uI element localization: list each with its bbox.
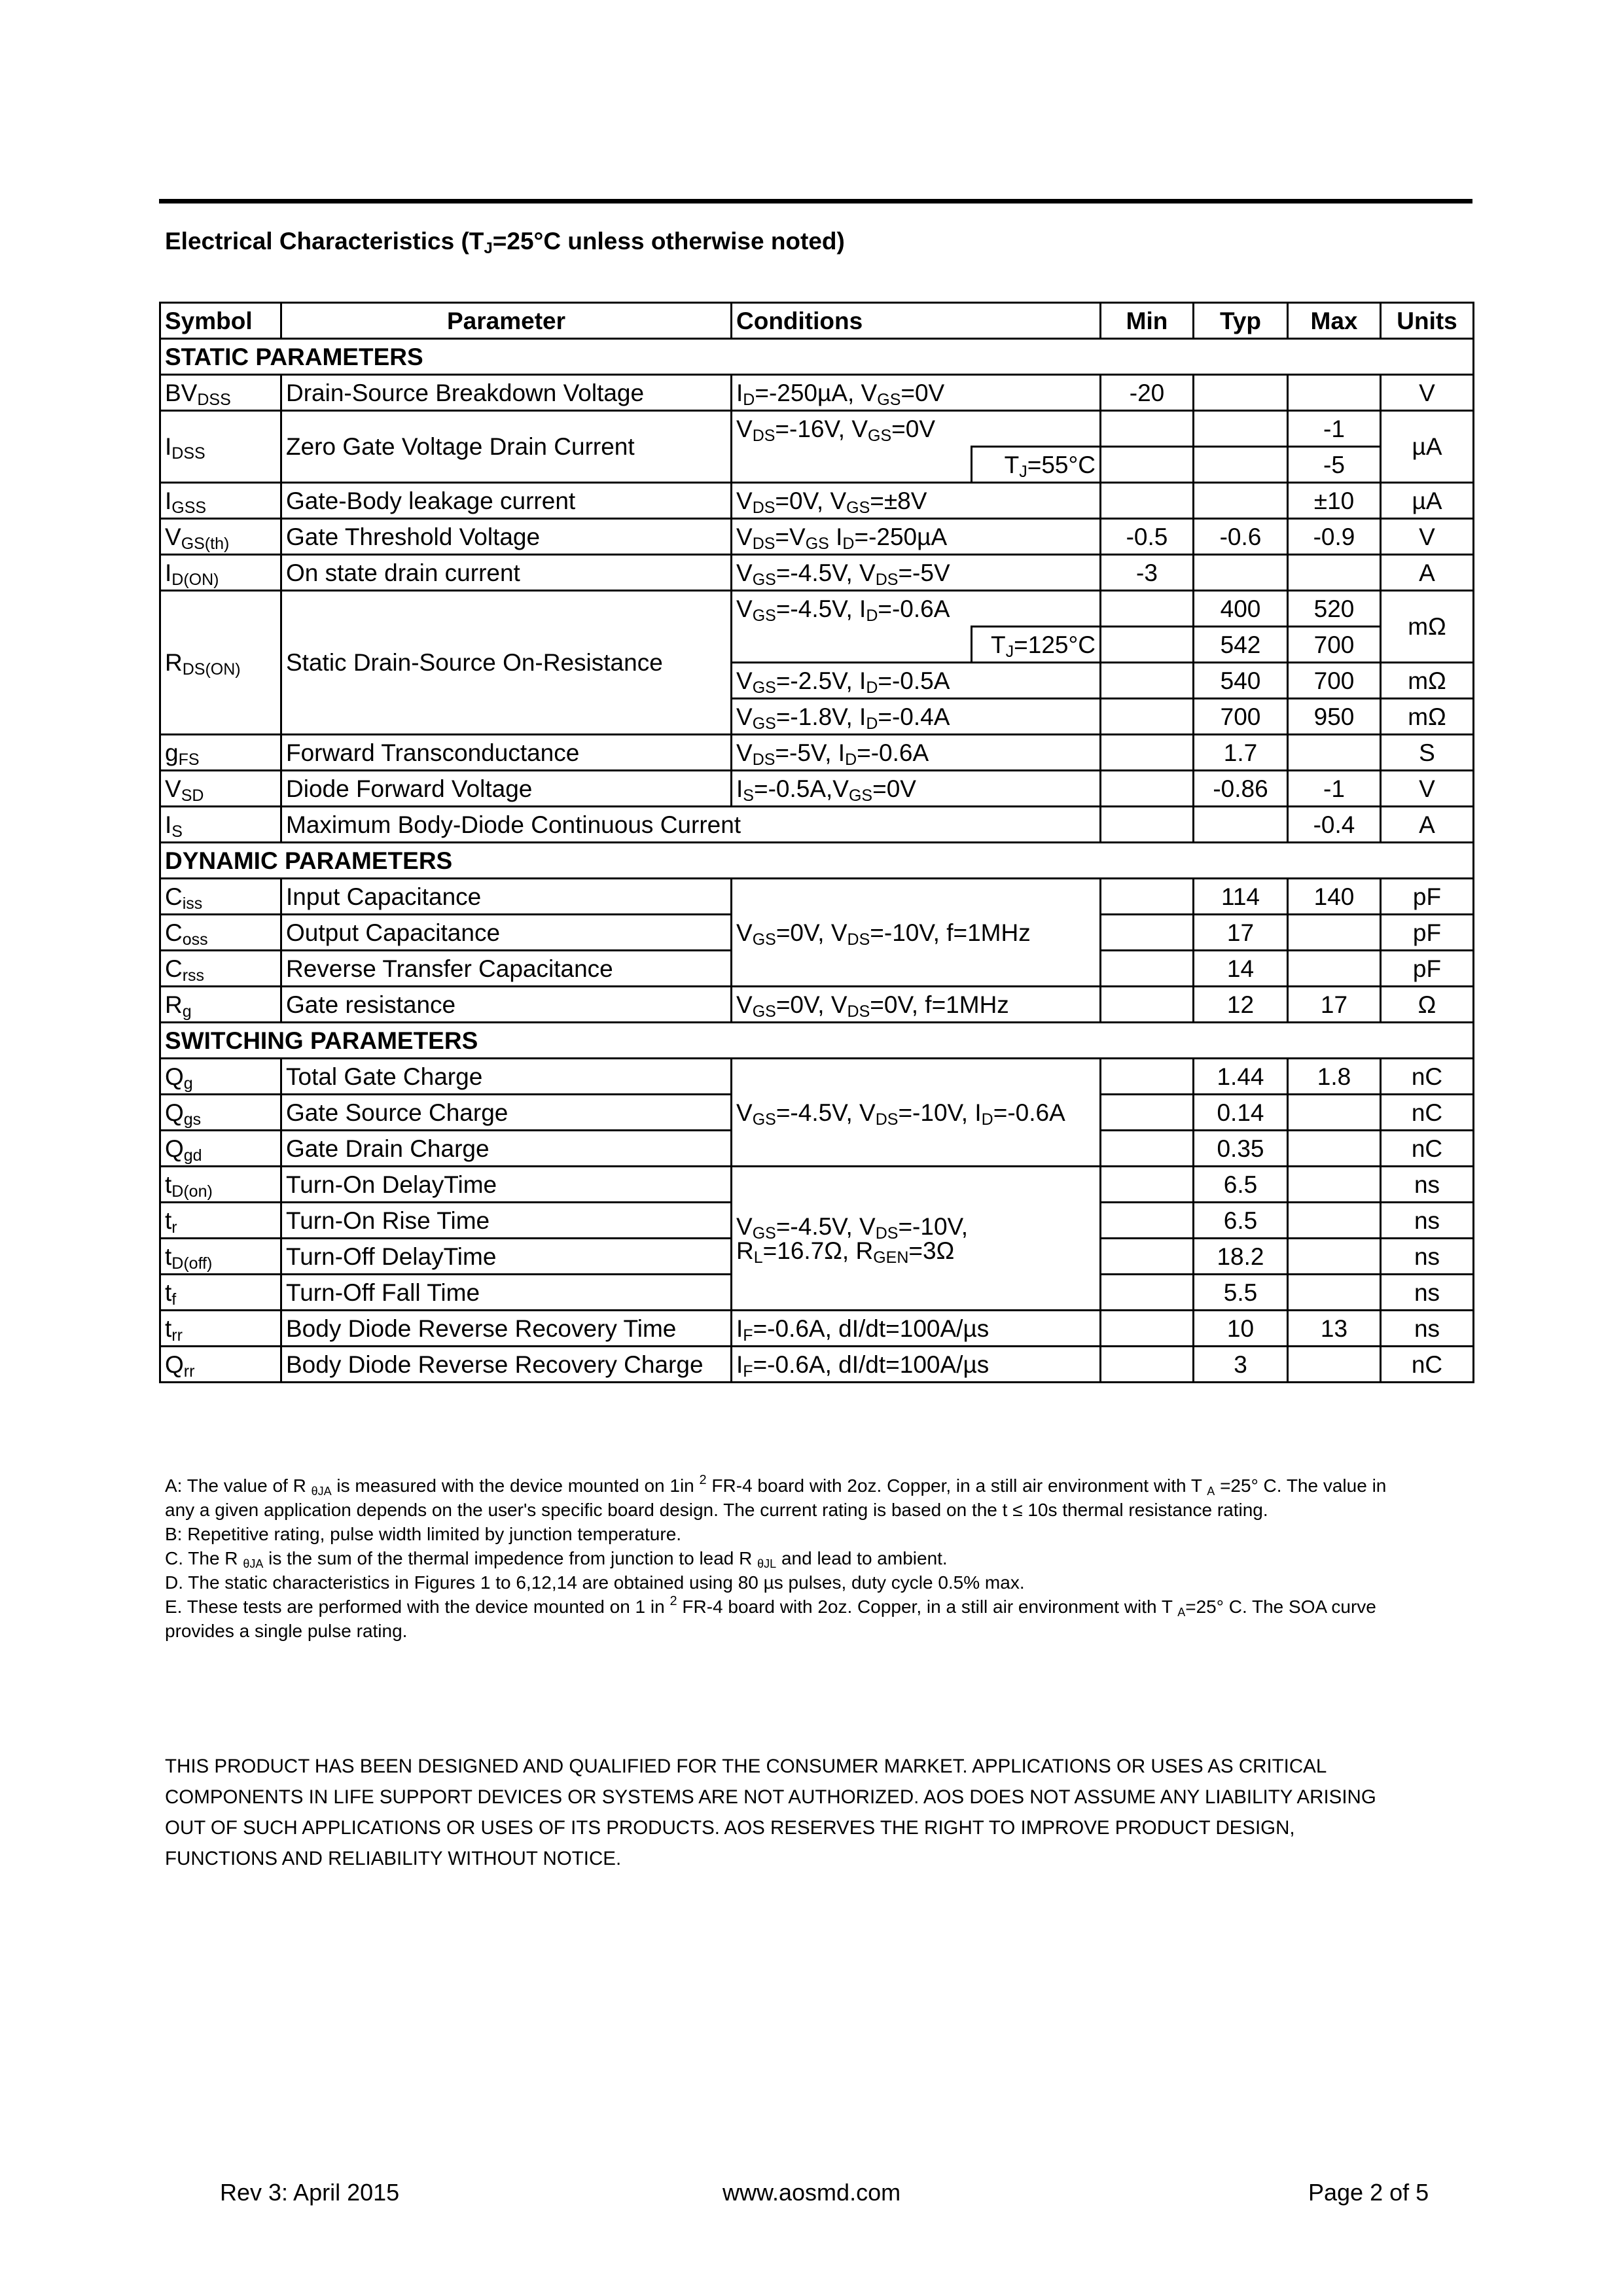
table-row [160, 735, 1474, 771]
symbol-cell: $Q_{gs}$ [160, 1095, 281, 1131]
units-cell: Ω [1381, 987, 1474, 1023]
units-cell: ns [1381, 1239, 1474, 1275]
units-cell: A [1381, 555, 1474, 591]
subscript: g [183, 1074, 193, 1093]
typ-cell: 18.2 [1194, 1239, 1288, 1275]
table-row [160, 1311, 1474, 1347]
table-row [160, 879, 1474, 915]
min-cell [1101, 411, 1194, 447]
section-header-row [160, 843, 1474, 879]
symbol-cell: $t_{D(on)}$ [160, 1167, 281, 1203]
min-cell [1101, 627, 1194, 663]
subscript: D [866, 714, 878, 733]
disclaimer [165, 1751, 1376, 1874]
max-cell: 950 [1288, 699, 1381, 735]
parameter-cell: Reverse Transfer Capacitance [281, 951, 732, 987]
min-cell [1101, 987, 1194, 1023]
section-header-row [160, 1023, 1474, 1059]
subscript: D [743, 390, 755, 409]
subscript: GS [752, 1224, 776, 1243]
symbol-cell: $I_{D(ON)}$ [160, 555, 281, 591]
max-cell: 700 [1288, 627, 1381, 663]
table-row [160, 1347, 1474, 1383]
subscript: GS(th) [181, 534, 230, 553]
parameter-cell: Maximum Body-Diode Continuous Current [281, 807, 1101, 843]
subscript: GS [752, 1110, 776, 1129]
symbol-cell: $C_{oss}$ [160, 915, 281, 951]
max-cell [1288, 915, 1381, 951]
units-cell: nC [1381, 1347, 1474, 1383]
symbol-cell: $Q_g$ [160, 1059, 281, 1095]
condition-cell [732, 447, 972, 483]
symbol-cell: $C_{iss}$ [160, 879, 281, 915]
subscript: DS(ON) [182, 660, 241, 679]
subscript: DSS [171, 444, 205, 463]
min-cell: -3 [1101, 555, 1194, 591]
subscript: GSS [171, 498, 207, 517]
min-cell [1101, 771, 1194, 807]
column-header: Symbol [160, 303, 281, 339]
subscript: D(off) [171, 1254, 213, 1273]
condition-temp-cell: $T_J=55^\circ C$ [972, 447, 1101, 483]
footnote: B: Repetitive rating, pulse width limited by junction temperature. [165, 1524, 682, 1544]
symbol-cell: $R_g$ [160, 987, 281, 1023]
subscript: GS [877, 390, 901, 409]
parameter-cell: Gate Threshold Voltage [281, 519, 732, 555]
typ-cell: 1.44 [1194, 1059, 1288, 1095]
parameter-cell: Zero Gate Voltage Drain Current [281, 411, 732, 483]
subscript: rss [182, 966, 205, 985]
parameter-cell: Turn-Off Fall Time [281, 1275, 732, 1311]
min-cell [1101, 735, 1194, 771]
footnote: A: The value of R $_{\theta JA}$ is measured with the device mounted on 1in $^2$ FR-4 board with 2oz. Copper, in a still air environment with T $_A$ =25° C. The value in any a given application depends on the user's specific board design. The current rating is based on the t ≤ 10s thermal resistance rating. [165, 1473, 1387, 1520]
min-cell [1101, 1131, 1194, 1167]
column-header: Min [1101, 303, 1194, 339]
condition-cell: $V_{GS}=-4.5V$, $V_{DS}=-10V$, $I_D=-0.6A$ [732, 1059, 1101, 1167]
max-cell [1288, 1167, 1381, 1203]
typ-cell [1194, 555, 1288, 591]
min-cell [1101, 1239, 1194, 1275]
subscript: GS [752, 930, 776, 949]
subscript: J [1019, 462, 1027, 481]
subscript: GS [752, 1002, 776, 1021]
table-row [160, 591, 1474, 627]
typ-cell: 17 [1194, 915, 1288, 951]
subscript: DS [875, 570, 899, 589]
units-cell: ns [1381, 1275, 1474, 1311]
table-row [160, 1059, 1474, 1095]
footnote: E. These tests are performed with the device mounted on 1 in $^2$ FR-4 board with 2oz. Copper, in a still air environment with T $_A$=25° C. The SOA curve provides a single pulse rating. [165, 1594, 1376, 1641]
parameter-cell: Gate-Body leakage current [281, 483, 732, 519]
max-cell: 17 [1288, 987, 1381, 1023]
section-title: Electrical Characteristics ($T_J=25^\circ C$ unless otherwise noted) [165, 228, 845, 257]
condition-cell: $V_{GS}=-4.5V$, $V_{DS}=-10V$, $R_L=16.7\Omega$, $R_{GEN}=3\Omega$ [732, 1167, 1101, 1311]
min-cell [1101, 1275, 1194, 1311]
max-cell [1288, 1095, 1381, 1131]
typ-cell: 5.5 [1194, 1275, 1288, 1311]
column-header: Parameter [281, 303, 732, 339]
parameter-cell: Total Gate Charge [281, 1059, 732, 1095]
condition-cell: $I_F=-0.6A$, dI/dt=100A/µs [732, 1347, 1101, 1383]
typ-cell: 400 [1194, 591, 1288, 627]
table-row [160, 555, 1474, 591]
subscript: FS [178, 750, 200, 769]
max-cell [1288, 1131, 1381, 1167]
units-cell: µA [1381, 411, 1474, 483]
max-cell: -1 [1288, 771, 1381, 807]
typ-cell: 0.35 [1194, 1131, 1288, 1167]
subscript: DS [752, 750, 776, 769]
min-cell: -20 [1101, 375, 1194, 411]
parameter-cell: Static Drain-Source On-Resistance [281, 591, 732, 735]
min-cell: -0.5 [1101, 519, 1194, 555]
parameter-cell: Diode Forward Voltage [281, 771, 732, 807]
subscript: DSS [197, 390, 231, 409]
parameter-cell: Turn-On DelayTime [281, 1167, 732, 1203]
typ-cell: 6.5 [1194, 1203, 1288, 1239]
subscript: F [743, 1326, 753, 1345]
symbol-cell: $C_{rss}$ [160, 951, 281, 987]
footnotes [165, 1474, 1408, 1643]
min-cell [1101, 1095, 1194, 1131]
symbol-cell: $I_{GSS}$ [160, 483, 281, 519]
typ-cell [1194, 447, 1288, 483]
subscript: f [171, 1290, 177, 1309]
typ-cell [1194, 375, 1288, 411]
condition-cell: $V_{GS}=-2.5V$, $I_D=-0.5A$ [732, 663, 1101, 699]
units-cell: pF [1381, 879, 1474, 915]
symbol-cell: $t_r$ [160, 1203, 281, 1239]
max-cell [1288, 1203, 1381, 1239]
subscript: gd [183, 1146, 202, 1165]
table-row [160, 1167, 1474, 1203]
subscript: J [1005, 642, 1014, 661]
condition-cell [732, 627, 972, 663]
subscript: GS [752, 714, 776, 733]
units-cell: ns [1381, 1167, 1474, 1203]
typ-cell: -0.6 [1194, 519, 1288, 555]
website-link[interactable]: www.aosmd.com [722, 2179, 901, 2206]
max-cell: -1 [1288, 411, 1381, 447]
symbol-cell: $g_{FS}$ [160, 735, 281, 771]
subscript: iss [182, 894, 203, 913]
subscript: F [743, 1362, 753, 1381]
units-cell: ns [1381, 1203, 1474, 1239]
disclaimer-line: OUT OF SUCH APPLICATIONS OR USES OF ITS PRODUCTS. AOS RESERVES THE RIGHT TO IMPROVE PRODUCT DESIGN, [165, 1817, 1295, 1839]
subscript: DS [875, 1110, 899, 1129]
table-row [160, 771, 1474, 807]
max-cell: 13 [1288, 1311, 1381, 1347]
units-cell: V [1381, 375, 1474, 411]
min-cell [1101, 663, 1194, 699]
subscript: GS [805, 534, 829, 553]
subscript: r [171, 1218, 177, 1237]
subscript: oss [182, 930, 208, 949]
units-cell: µA [1381, 483, 1474, 519]
max-cell: 520 [1288, 591, 1381, 627]
units-cell: pF [1381, 915, 1474, 951]
symbol-cell: $V_{GS(th)}$ [160, 519, 281, 555]
subscript: D(on) [171, 1182, 213, 1201]
symbol-cell: $t_f$ [160, 1275, 281, 1311]
condition-cell: $V_{DS}=-5V$, $I_D=-0.6A$ [732, 735, 1101, 771]
page-number: Page 2 of 5 [1308, 2179, 1429, 2206]
table-row [160, 987, 1474, 1023]
electrical-characteristics-table [159, 302, 1474, 1383]
max-cell: -0.9 [1288, 519, 1381, 555]
subscript: D [866, 606, 878, 625]
subscript: DS [875, 1224, 899, 1243]
section-header-row [160, 339, 1474, 375]
symbol-cell: $t_{rr}$ [160, 1311, 281, 1347]
typ-cell: 1.7 [1194, 735, 1288, 771]
subscript: S [743, 786, 754, 805]
typ-cell: 114 [1194, 879, 1288, 915]
revision-label: Rev 3: April 2015 [220, 2179, 400, 2206]
units-cell: nC [1381, 1059, 1474, 1095]
parameter-cell: Turn-Off DelayTime [281, 1239, 732, 1275]
subscript: rr [183, 1362, 195, 1381]
min-cell [1101, 879, 1194, 915]
subscript: A [1207, 1485, 1215, 1498]
parameter-cell: Body Diode Reverse Recovery Charge [281, 1347, 732, 1383]
units-cell: mΩ [1381, 663, 1474, 699]
subscript: θJA [311, 1485, 332, 1498]
symbol-cell: $R_{DS(ON)}$ [160, 591, 281, 735]
subscript: D [845, 750, 857, 769]
section-heading: STATIC PARAMETERS [160, 339, 1474, 375]
subscript: DS [752, 426, 776, 445]
symbol-cell: $BV_{DSS}$ [160, 375, 281, 411]
subscript: GS [848, 786, 873, 805]
parameter-cell: On state drain current [281, 555, 732, 591]
parameter-cell: Forward Transconductance [281, 735, 732, 771]
typ-cell [1194, 483, 1288, 519]
max-cell [1288, 375, 1381, 411]
parameter-cell: Output Capacitance [281, 915, 732, 951]
subscript: g [182, 1002, 192, 1021]
subscript: DS [752, 534, 776, 553]
units-cell: V [1381, 519, 1474, 555]
subscript: J [484, 239, 493, 257]
subscript: θJA [243, 1557, 264, 1570]
table-row [160, 375, 1474, 411]
units-cell: S [1381, 735, 1474, 771]
subscript: D [981, 1110, 993, 1129]
condition-cell: $V_{GS}=-4.5V$, $V_{DS}=-5V$ [732, 555, 1101, 591]
units-cell: nC [1381, 1131, 1474, 1167]
subscript: GS [752, 678, 776, 697]
subscript: GS [752, 570, 776, 589]
max-cell: 140 [1288, 879, 1381, 915]
typ-cell: 14 [1194, 951, 1288, 987]
parameter-cell: Drain-Source Breakdown Voltage [281, 375, 732, 411]
subscript: SD [181, 786, 204, 805]
footnote: C. The R $_{\theta JA}$ is the sum of the thermal impedence from junction to lead R $_{\theta JL}$ and lead to ambient. [165, 1548, 948, 1570]
column-header: Typ [1194, 303, 1288, 339]
max-cell [1288, 555, 1381, 591]
typ-cell [1194, 807, 1288, 843]
subscript: A [1177, 1606, 1186, 1619]
max-cell: 1.8 [1288, 1059, 1381, 1095]
min-cell [1101, 951, 1194, 987]
max-cell: ±10 [1288, 483, 1381, 519]
max-cell [1288, 735, 1381, 771]
max-cell [1288, 1239, 1381, 1275]
units-cell: ns [1381, 1311, 1474, 1347]
units-cell: nC [1381, 1095, 1474, 1131]
column-header: Units [1381, 303, 1474, 339]
subscript: DS [847, 1002, 870, 1021]
condition-cell: $V_{GS}=0V$, $V_{DS}=-10V$, f=1MHz [732, 879, 1101, 987]
max-cell: -5 [1288, 447, 1381, 483]
superscript: 2 [669, 1594, 677, 1608]
subscript: rr [171, 1326, 183, 1345]
footnote: D. The static characteristics in Figures 1 to 6,12,14 are obtained using 80 µs pulses, duty cycle 0.5% max. [165, 1572, 1025, 1593]
min-cell [1101, 591, 1194, 627]
symbol-cell: $I_{DSS}$ [160, 411, 281, 483]
max-cell: -0.4 [1288, 807, 1381, 843]
parameter-cell: Gate resistance [281, 987, 732, 1023]
subscript: D(ON) [171, 570, 219, 589]
disclaimer-line: COMPONENTS IN LIFE SUPPORT DEVICES OR SYSTEMS ARE NOT AUTHORIZED. AOS DOES NOT ASSUME ANY LIABILITY ARISING [165, 1786, 1376, 1808]
min-cell [1101, 807, 1194, 843]
min-cell [1101, 1059, 1194, 1095]
min-cell [1101, 1347, 1194, 1383]
max-cell: 700 [1288, 663, 1381, 699]
subscript: GS [752, 606, 776, 625]
max-cell [1288, 1275, 1381, 1311]
symbol-cell: $V_{SD}$ [160, 771, 281, 807]
table-row [160, 519, 1474, 555]
typ-cell: 12 [1194, 987, 1288, 1023]
parameter-cell: Turn-On Rise Time [281, 1203, 732, 1239]
table-row [160, 411, 1474, 447]
condition-cell: $V_{DS}=-16V$, $V_{GS}=0V$ [732, 411, 1101, 447]
subscript: S [171, 822, 183, 841]
table-row [160, 807, 1474, 843]
min-cell [1101, 1203, 1194, 1239]
condition-temp-cell: $T_J=125^\circ C$ [972, 627, 1101, 663]
subscript: θJL [757, 1557, 777, 1570]
condition-cell: $V_{GS}=-4.5V$, $I_D=-0.6A$ [732, 591, 1101, 627]
condition-cell: $V_{DS}=V_{GS}$ $I_D=-250\mu A$ [732, 519, 1101, 555]
symbol-cell: $Q_{rr}$ [160, 1347, 281, 1383]
subscript: L [753, 1248, 763, 1267]
disclaimer-line: FUNCTIONS AND RELIABILITY WITHOUT NOTICE. [165, 1848, 622, 1869]
min-cell [1101, 1167, 1194, 1203]
typ-cell: 6.5 [1194, 1167, 1288, 1203]
top-rule [159, 199, 1472, 203]
typ-cell: 700 [1194, 699, 1288, 735]
section-heading: SWITCHING PARAMETERS [160, 1023, 1474, 1059]
header-row [160, 303, 1474, 339]
column-header: Max [1288, 303, 1381, 339]
min-cell [1101, 915, 1194, 951]
parameter-cell: Gate Drain Charge [281, 1131, 732, 1167]
typ-cell: 540 [1194, 663, 1288, 699]
condition-cell: $V_{GS}=0V$, $V_{DS}=0V$, f=1MHz [732, 987, 1101, 1023]
subscript: DS [752, 498, 776, 517]
symbol-cell: $I_S$ [160, 807, 281, 843]
condition-cell: $V_{DS}=0V$, $V_{GS}=\pm 8V$ [732, 483, 1101, 519]
min-cell [1101, 447, 1194, 483]
symbol-cell: $t_{D(off)}$ [160, 1239, 281, 1275]
parameter-cell: Input Capacitance [281, 879, 732, 915]
condition-cell: $V_{GS}=-1.8V$, $I_D=-0.4A$ [732, 699, 1101, 735]
units-cell: A [1381, 807, 1474, 843]
typ-cell: 542 [1194, 627, 1288, 663]
superscript: 2 [699, 1473, 707, 1487]
condition-cell: $I_S=-0.5A,V_{GS}=0V$ [732, 771, 1101, 807]
min-cell [1101, 1311, 1194, 1347]
symbol-cell: $Q_{gd}$ [160, 1131, 281, 1167]
units-cell: mΩ [1381, 699, 1474, 735]
subscript: DS [847, 930, 870, 949]
parameter-cell: Gate Source Charge [281, 1095, 732, 1131]
column-header: Conditions [732, 303, 1101, 339]
subscript: GS [868, 426, 892, 445]
max-cell [1288, 951, 1381, 987]
min-cell [1101, 699, 1194, 735]
section-heading: DYNAMIC PARAMETERS [160, 843, 1474, 879]
min-cell [1101, 483, 1194, 519]
typ-cell: 0.14 [1194, 1095, 1288, 1131]
typ-cell: -0.86 [1194, 771, 1288, 807]
subscript: D [866, 678, 878, 697]
units-cell: mΩ [1381, 591, 1474, 663]
units-cell: pF [1381, 951, 1474, 987]
subscript: D [842, 534, 855, 553]
table-row [160, 483, 1474, 519]
subscript: GEN [873, 1248, 909, 1267]
subscript: gs [183, 1110, 202, 1129]
condition-cell: $I_D=-250\mu A$, $V_{GS}=0V$ [732, 375, 1101, 411]
typ-cell: 3 [1194, 1347, 1288, 1383]
typ-cell: 10 [1194, 1311, 1288, 1347]
subscript: GS [846, 498, 870, 517]
disclaimer-line: THIS PRODUCT HAS BEEN DESIGNED AND QUALIFIED FOR THE CONSUMER MARKET. APPLICATIONS OR USES AS CRITICAL [165, 1756, 1327, 1777]
units-cell: V [1381, 771, 1474, 807]
typ-cell [1194, 411, 1288, 447]
parameter-cell: Body Diode Reverse Recovery Time [281, 1311, 732, 1347]
max-cell [1288, 1347, 1381, 1383]
condition-cell: $I_F=-0.6A$, dI/dt=100A/µs [732, 1311, 1101, 1347]
